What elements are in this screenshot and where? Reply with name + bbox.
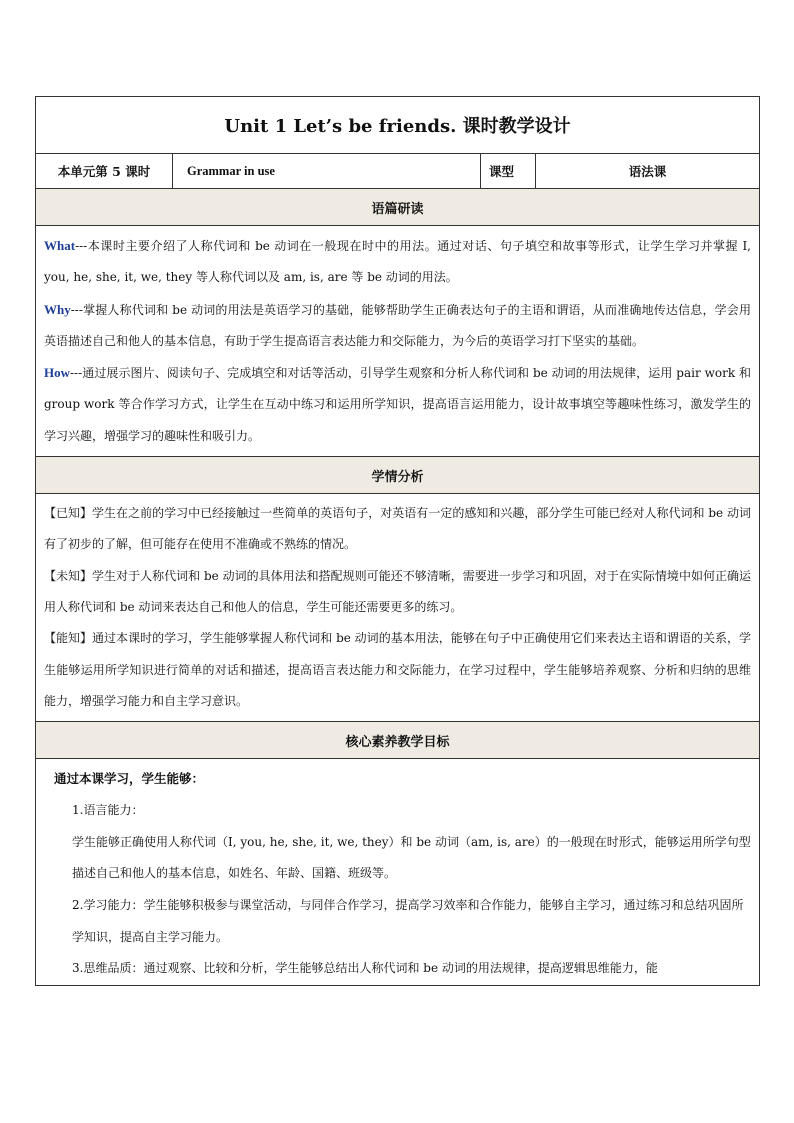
goal-2-text: 2.学习能力：学生能够积极参与课堂活动，与同伴合作学习，提高学习效率和合作能力，能够自主学习，通过练习和总结巩固所学知识，提高自主学习能力。 xyxy=(72,897,744,944)
lesson-plan-table xyxy=(35,96,760,986)
able-paragraph: 【能知】通过本课时的学习，学生能够掌握人称代词和 be 动词的基本用法，能够在句子中正确使用它们来表达主语和谓语的关系，学生能够运用所学知识进行简单的对话和描述，提高语言表达能力和交际能力，在学习过程中，学生能够培养观察、分析和归纳的思维能力，增强学习能力和自主学习意识。 xyxy=(44,631,751,708)
section-heading-learner-analysis: 学情分析 xyxy=(36,457,760,494)
why-label: Why xyxy=(44,301,71,317)
unknown-paragraph: 【未知】学生对于人称代词和 be 动词的具体用法和搭配规则可能还不够清晰，需要进一步学习和巩固，对于在实际情境中如何正确运用人称代词和 be 动词来表达自己和他人的信息，学生可能还需要更多的练习。 xyxy=(44,568,751,614)
lesson-topic-cell: Grammar in use xyxy=(173,154,481,189)
known-paragraph: 【已知】学生在之前的学习中已经接触过一些简单的英语句子，对英语有一定的感知和兴趣，部分学生可能已经对人称代词和 be 动词有了初步的了解，但可能存在使用不准确或不熟练的情况。 xyxy=(44,506,751,552)
learner-analysis-body xyxy=(36,494,760,722)
section-heading-text-analysis: 语篇研读 xyxy=(36,189,760,226)
goals-intro: 通过本课学习，学生能够： xyxy=(54,771,205,787)
how-paragraph xyxy=(44,357,751,452)
how-label: How xyxy=(44,365,70,381)
document-title: Unit 1 Let’s be friends. 课时教学设计 xyxy=(36,97,760,154)
lesson-plan-document xyxy=(35,96,759,986)
lesson-number-cell: 本单元第 5 课时 xyxy=(36,154,173,189)
what-text: ---本课时主要介绍了人称代词和 be 动词在一般现在时中的用法。通过对话、句子填空和故事等形式，让学生学习并掌握 I, you, he, she, it, we, they 等人称代词以及 am, is, are 等 be 动词的用法。 xyxy=(44,239,751,285)
how-text: ---通过展示图片、阅读句子、完成填空和对话等活动，引导学生观察和分析人称代词和 be 动词的用法规律，运用 pair work 和 group work 等合作学习方式，让学生在互动中练习和运用所学知识，提高语言运用能力，设计故事填空等趣味性练习，激发学生的学习兴趣，增强学习的趣味性和吸引力。 xyxy=(44,366,751,443)
lesson-type-label: 课型 xyxy=(481,154,536,189)
text-analysis-body xyxy=(36,226,760,457)
section-heading-goals: 核心素养教学目标 xyxy=(36,722,760,759)
lesson-type-value: 语法课 xyxy=(536,154,760,189)
goal-3-text: 3.思维品质：通过观察、比较和分析，学生能够总结出人称代词和 be 动词的用法规律，提高逻辑思维能力，能 xyxy=(72,961,658,976)
why-text: ---掌握人称代词和 be 动词的用法是英语学习的基础，能够帮助学生正确表达句子的主语和谓语，从而准确地传达信息，学会用英语描述自己和他人的基本信息，有助于学生提高语言表达能力和交际能力，为今后的英语学习打下坚实的基础。 xyxy=(44,302,751,348)
goal-1-text: 学生能够正确使用人称代词（I, you, he, she, it, we, they）和 be 动词（am, is, are）的一般现在时形式，能够运用所学句型描述自己和他人的基本信息，如姓名、年龄、国籍、班级等。 xyxy=(72,834,751,881)
what-label: What xyxy=(44,238,76,253)
goal-1-title: 1.语言能力： xyxy=(72,802,144,817)
what-paragraph xyxy=(44,230,751,294)
goals-body xyxy=(36,759,760,986)
why-paragraph xyxy=(44,294,751,358)
